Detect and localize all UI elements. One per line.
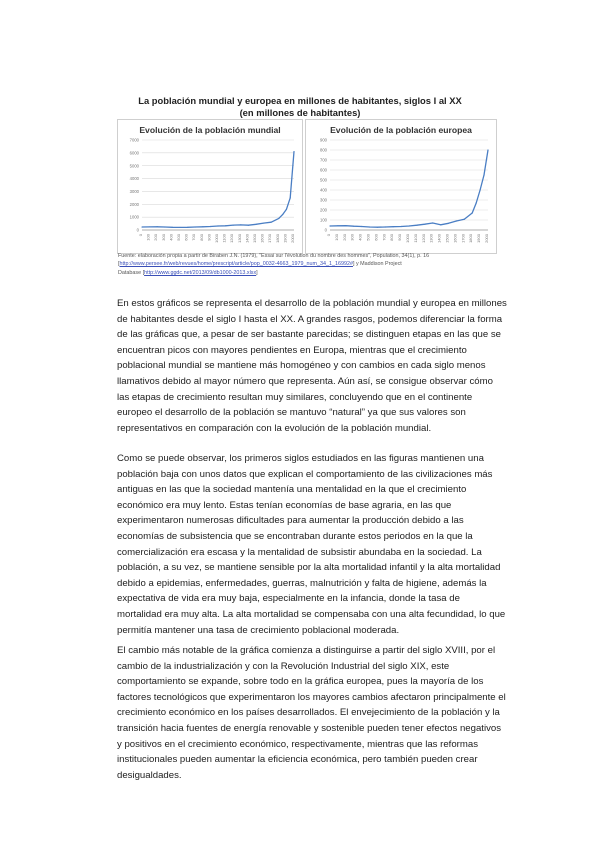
data-point xyxy=(195,226,196,227)
chart-world-population xyxy=(117,119,303,254)
data-point xyxy=(263,222,264,223)
x-tick-label: 1500 xyxy=(444,234,450,243)
y-tick-label: 0 xyxy=(324,227,327,233)
paragraph-3: El cambio más notable de la gráfica comienza a distinguirse a partir del siglo XVIII, por el cambio de la industrialización y con la Revolución Industrial del siglo XIX, este comportamiento se expande, sobre todo en la gráfica europea, pues la mayoría de los factores tecnológicos que experimentaron los mayores cambios afectaron principalmente el crecimiento económico en los países desarrollados. El envejecimiento de la población y la transición hacia fuentes de energía renovable y sostenible pueden tener efectos negativos y positivos en el crecimiento económico, respectivamente, mientras que las reformas institucionales pueden aumentar la eficiencia económica, pero también pueden crear desigualdades. xyxy=(117,645,506,781)
x-tick-label: 600 xyxy=(373,234,379,241)
data-point xyxy=(483,174,484,175)
data-point xyxy=(424,224,425,225)
data-point xyxy=(337,225,338,226)
x-tick-label: 500 xyxy=(176,234,181,241)
x-tick-label: 1300 xyxy=(236,234,242,243)
x-tick-label: 1200 xyxy=(229,234,235,243)
y-tick-label: 6000 xyxy=(129,150,139,156)
y-tick-label: 200 xyxy=(320,207,327,213)
y-tick-label: 300 xyxy=(320,197,327,203)
figure-subtitle: (en millones de habitantes) xyxy=(239,107,361,118)
series-line xyxy=(330,150,488,227)
x-tick-label: 400 xyxy=(168,234,174,241)
data-point xyxy=(164,226,165,227)
data-point xyxy=(225,225,226,226)
source-line-1: Fuente: elaboración propia a partir de Biraben J.N. (1979), "Essai sur l'évolution du nombre des hommes", Population, 34(1), p. 16 xyxy=(118,253,430,259)
x-tick-label: 700 xyxy=(191,234,197,241)
y-tick-label: 100 xyxy=(320,217,327,223)
x-tick-label: 200 xyxy=(153,234,159,241)
x-tick-label: 1000 xyxy=(214,234,219,243)
data-point xyxy=(448,223,449,224)
y-tick-label: 700 xyxy=(320,157,327,163)
series-line xyxy=(142,152,294,228)
data-point xyxy=(217,225,218,226)
data-point xyxy=(464,219,465,220)
source-line-2: [http://www.persee.fr/web/revues/home/prescript/article/pop_0032-4663_1979_num_34_1_16992#] y Maddison Project xyxy=(118,261,402,268)
source-line-3-pre: Database xyxy=(118,269,143,276)
x-tick-label: 300 xyxy=(349,234,355,241)
data-point xyxy=(456,220,457,221)
data-point xyxy=(286,209,287,210)
x-tick-label: 2000 xyxy=(484,234,489,243)
data-point xyxy=(293,151,294,152)
source-line-3: Database [http://www.ggdc.net/2013/09/db1000-2013.xlsx] xyxy=(118,269,258,276)
data-point xyxy=(240,224,241,225)
y-tick-label: 900 xyxy=(320,137,327,143)
x-tick-label: 1500 xyxy=(252,234,257,243)
x-tick-label: 100 xyxy=(145,234,151,241)
data-point xyxy=(476,202,477,203)
data-point xyxy=(416,225,417,226)
data-point xyxy=(179,227,180,228)
data-point xyxy=(480,189,481,190)
y-tick-label: 600 xyxy=(320,167,327,173)
x-tick-label: 1000 xyxy=(405,234,410,243)
x-tick-label: 300 xyxy=(160,234,166,241)
figure-source xyxy=(118,252,496,277)
x-tick-label: 500 xyxy=(365,234,371,241)
data-point xyxy=(345,225,346,226)
data-point xyxy=(353,226,354,227)
chart-europe-population xyxy=(305,119,497,254)
data-point xyxy=(282,214,283,215)
x-tick-label: 1900 xyxy=(282,234,288,243)
data-point xyxy=(210,226,211,227)
data-point xyxy=(290,197,291,198)
data-point xyxy=(385,226,386,227)
x-tick-label: 900 xyxy=(206,234,212,241)
x-tick-label: 0 xyxy=(138,234,143,237)
data-point xyxy=(369,226,370,227)
y-tick-label: 800 xyxy=(320,147,327,153)
y-tick-label: 7000 xyxy=(129,137,139,143)
data-point xyxy=(487,149,488,150)
data-point xyxy=(432,222,433,223)
x-tick-label: 800 xyxy=(389,234,395,241)
source-line-2-tail: y Maddison Project xyxy=(354,261,402,268)
y-tick-label: 0 xyxy=(136,227,139,233)
data-point xyxy=(377,227,378,228)
x-tick-label: 1700 xyxy=(460,234,466,243)
chart-title: Evolución de la población mundial xyxy=(139,125,281,135)
y-tick-label: 2000 xyxy=(129,201,139,207)
x-tick-label: 900 xyxy=(397,234,403,241)
source-link-ggdc[interactable]: http://www.ggdc.net/2013/09/db1000-2013.xlsx xyxy=(144,269,257,276)
chart-title: Evolución de la población europea xyxy=(330,125,472,135)
data-point xyxy=(278,218,279,219)
data-point xyxy=(401,226,402,227)
y-tick-label: 400 xyxy=(320,187,327,193)
y-tick-label: 4000 xyxy=(129,176,139,182)
x-tick-label: 1800 xyxy=(274,234,280,243)
x-tick-label: 200 xyxy=(341,234,347,241)
x-tick-label: 1100 xyxy=(221,234,227,243)
data-point xyxy=(172,227,173,228)
x-tick-label: 1600 xyxy=(452,234,458,243)
data-point xyxy=(408,225,409,226)
x-tick-label: 400 xyxy=(357,234,363,241)
data-point xyxy=(187,227,188,228)
paragraph-2: Como se puede observar, los primeros siglos estudiados en las figuras mantienen una población baja con unos datos que explican el comportamiento de las civilizaciones más antiguas en las que la sociedad mantenía una mentalidad en la que el crecimiento económico era muy lento. Estas tenían economías de base agraria, en las que experimentaron numerosas dificultades para aumentar la producción debido a las economías de subsistencia que se encontraban durante estos periodos en la que la comercialización era escasa y la mentalidad de subsistir abundaba en la sociedad. La población, a su vez, se mantiene sensible por la alta mortalidad infantil y la alta mortalidad debido a epidemias, enfermedades, guerras, malnutrición y falta de higiene, además la expectativa de vida era muy baja, especialmente en la infancia, donde la tasa de mortalidad era muy alta. La alta mortalidad se compensaba con una alta fecundidad, lo que permitía mantener una tasa de crecimiento poblacional moderada. xyxy=(117,453,506,636)
x-tick-label: 1400 xyxy=(244,234,250,243)
chart-world-svg xyxy=(118,120,302,253)
y-tick-label: 500 xyxy=(320,177,327,183)
y-tick-label: 5000 xyxy=(129,163,139,169)
x-tick-label: 1200 xyxy=(420,234,426,243)
data-point xyxy=(248,225,249,226)
data-point xyxy=(202,226,203,227)
x-tick-label: 700 xyxy=(381,234,387,241)
x-tick-label: 1400 xyxy=(436,234,442,243)
x-tick-label: 800 xyxy=(198,234,204,241)
x-tick-label: 1800 xyxy=(468,234,474,243)
x-tick-label: 1300 xyxy=(428,234,434,243)
data-point xyxy=(329,225,330,226)
y-tick-label: 1000 xyxy=(129,214,139,220)
data-point xyxy=(472,212,473,213)
data-point xyxy=(361,226,362,227)
source-link-persee[interactable]: http://www.persee.fr/web/revues/home/prescript/article/pop_0032-4663_1979_num_34_1_16992# xyxy=(119,261,353,268)
data-point xyxy=(149,226,150,227)
data-point xyxy=(393,226,394,227)
x-tick-label: 0 xyxy=(326,234,331,237)
data-point xyxy=(141,226,142,227)
data-point xyxy=(157,226,158,227)
chart-europe-svg xyxy=(306,120,496,253)
x-tick-label: 100 xyxy=(333,234,339,241)
figure-title: La población mundial y europea en millones de habitantes, siglos I al XX xyxy=(138,95,462,106)
x-tick-label: 2000 xyxy=(290,234,295,243)
x-tick-label: 1900 xyxy=(476,234,482,243)
data-point xyxy=(233,225,234,226)
y-tick-label: 3000 xyxy=(129,189,139,195)
data-point xyxy=(255,224,256,225)
data-point xyxy=(271,222,272,223)
paragraph-1: En estos gráficos se representa el desarrollo de la población mundial y europea en millones de habitantes desde el siglo I hasta el XX. A grandes rasgos, podemos diferenciar la forma de las gráficas que, a pesar de ser bastante parecidas; se distinguen etapas en las que se encuentran picos con mayores pendientes en Europa, mientras que el crecimiento poblacional mundial se mantiene más homogéneo y con cambios en cada siglo menos llamativos debido al mayor número que representa. Aún así, se consigue observar cómo las etapas de crecimiento resultan muy similares, concluyendo que en el continente europeo el desarrollo de la población se mantuvo “natural” ya que sus valores son representativos en comparación con la evolución de la población mundial. xyxy=(117,298,507,434)
x-tick-label: 1700 xyxy=(267,234,273,243)
data-point xyxy=(440,224,441,225)
x-tick-label: 1100 xyxy=(412,234,418,243)
x-tick-label: 1600 xyxy=(259,234,265,243)
x-tick-label: 600 xyxy=(183,234,189,241)
